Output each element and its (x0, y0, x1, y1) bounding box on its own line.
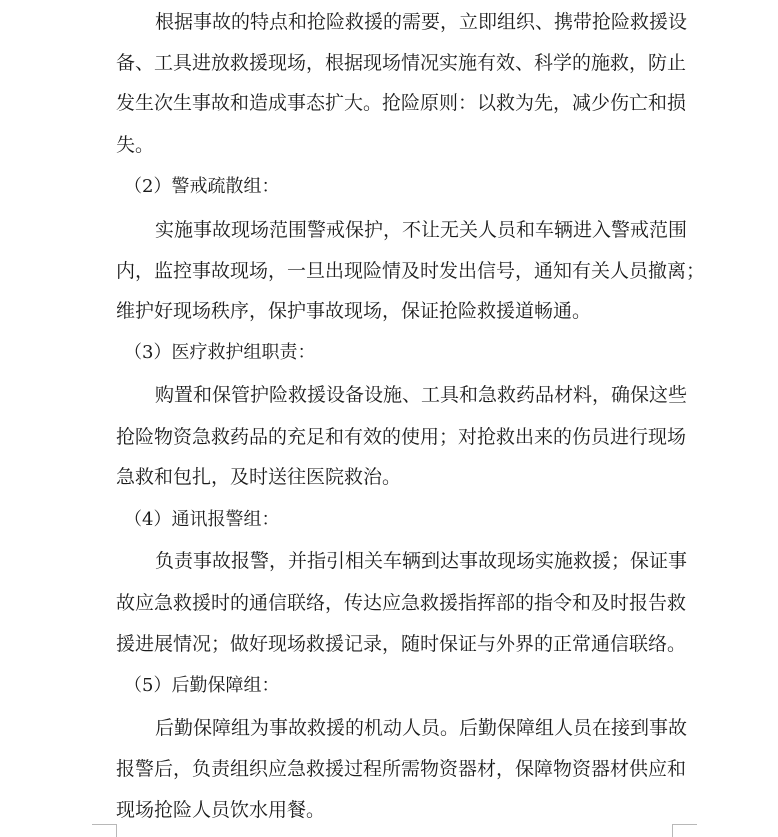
paragraph-line: 负责事故报警，并指引相关车辆到达事故现场实施救援；保证事 (155, 550, 688, 572)
paragraph-line: 维护好现场秩序，保护事故现场，保证抢险救援道畅通。 (116, 300, 592, 322)
paragraph-line: 后勤保障组为事故救援的机动人员。后勤保障组人员在接到事故 (155, 717, 688, 739)
section-heading: （2）警戒疏散组： (124, 176, 280, 197)
paragraph-line: 内，监控事故现场，一旦出现险情及时发出信号，通知有关人员撤离； (116, 260, 706, 282)
section-heading: （5）后勤保障组： (124, 675, 280, 696)
section-heading: （3）医疗救护组职责： (124, 342, 316, 363)
paragraph-line: 根据事故的特点和抢险救援的需要，立即组织、携带抢险救援设 (155, 11, 688, 33)
paragraph-line: 援进展情况；做好现场救援记录，随时保证与外界的正常通信联络。 (116, 633, 687, 655)
paragraph-line: 故应急救援时的通信联络，传达应急救援指挥部的指令和及时报告救 (116, 592, 687, 614)
paragraph-line: 实施事故现场范围警戒保护，不让无关人员和车辆进入警戒范围 (155, 219, 688, 241)
section-heading: （4）通讯报警组： (124, 509, 280, 530)
paragraph-line: 失。 (116, 134, 155, 156)
paragraph-line: 现场抢险人员饮水用餐。 (116, 799, 326, 821)
paragraph-line: 抢险物资急救药品的充足和有效的使用；对抢救出来的伤员进行现场 (116, 426, 687, 448)
margin-corner-mark-left (92, 824, 117, 837)
paragraph-line: 报警后，负责组织应急救援过程所需物资器材，保障物资器材供应和 (116, 758, 687, 780)
paragraph-line: 购置和保管护险救援设备设施、工具和急救药品材料，确保这些 (155, 384, 688, 406)
paragraph-line: 备、工具进放救援现场，根据现场情况实施有效、科学的施救，防止 (116, 52, 687, 74)
paragraph-line: 急救和包扎，及时送往医院救治。 (116, 466, 402, 488)
margin-corner-mark-right (672, 824, 697, 837)
paragraph-line: 发生次生事故和造成事态扩大。抢险原则：以救为先，减少伤亡和损 (116, 92, 687, 114)
